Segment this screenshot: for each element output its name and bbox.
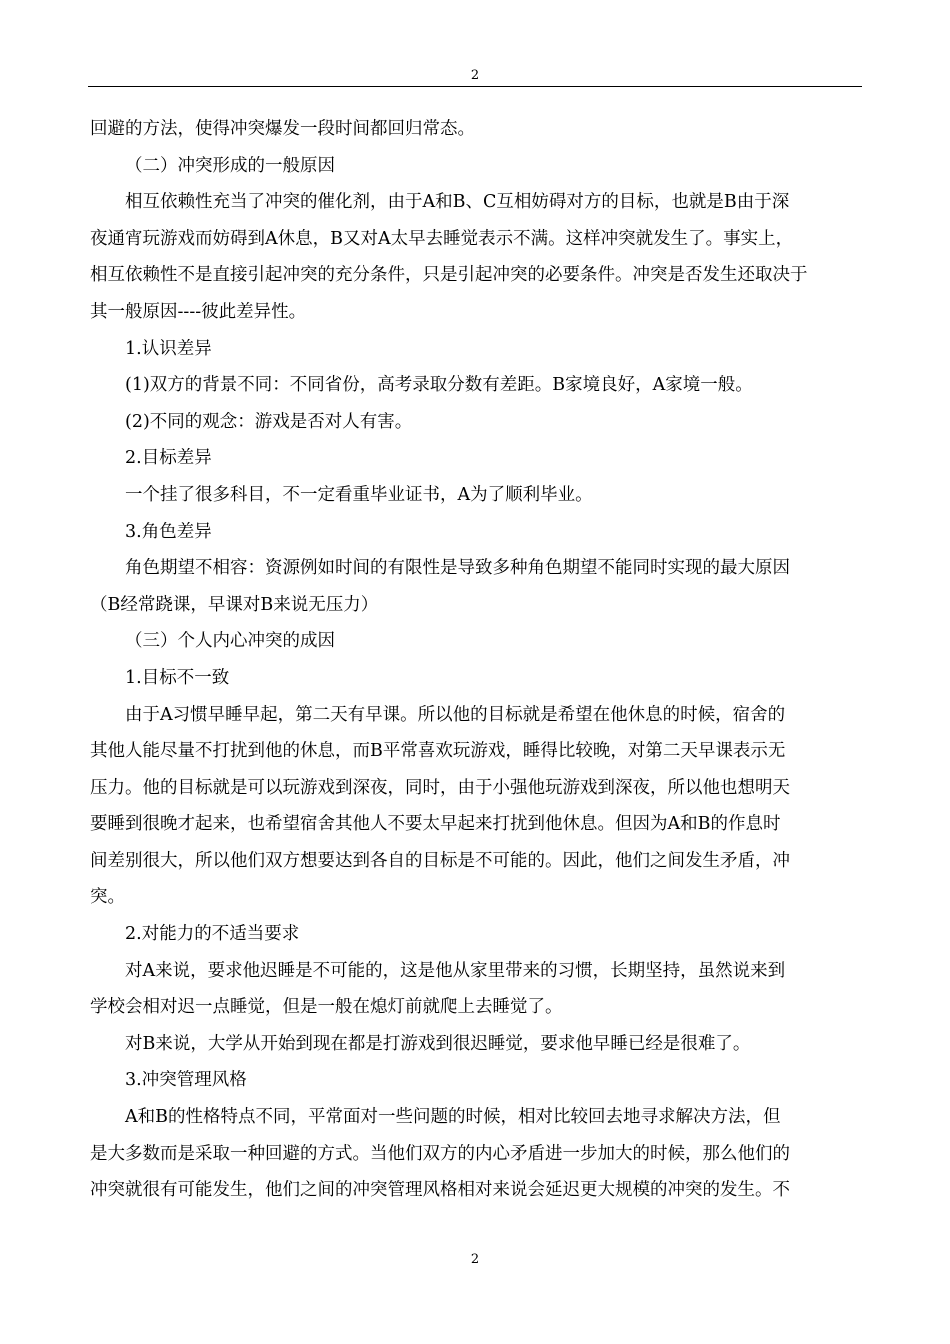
text-line: 一个挂了很多科目，不一定看重毕业证书，A为了顺利毕业。 (125, 484, 593, 505)
text-line: 要睡到很晚才起来，也希望宿舍其他人不要太早起来打扰到他休息。但因为A和B的作息时 (90, 814, 781, 835)
text-line: 学校会相对迟一点睡觉，但是一般在熄灯前就爬上去睡觉了。 (90, 997, 563, 1018)
footer-page-number: 2 (470, 1252, 480, 1267)
text-line: 由于A习惯早睡早起，第二天有早课。所以他的目标就是希望在他休息的时候，宿舍的 (125, 704, 786, 725)
text-line: 1.认识差异 (125, 338, 212, 359)
text-line: （二）冲突形成的一般原因 (125, 155, 335, 176)
text-line: 相互依赖性充当了冲突的催化剂，由于A和B、C互相妨碍对方的目标，也就是B由于深 (125, 192, 790, 213)
text-line: 2.目标差异 (125, 448, 212, 469)
text-line: 压力。他的目标就是可以玩游戏到深夜，同时，由于小强他玩游戏到深夜，所以他也想明天 (90, 777, 790, 798)
header-page-number: 2 (470, 68, 480, 83)
text-line: 2.对能力的不适当要求 (125, 924, 300, 945)
text-line: 对B来说，大学从开始到现在都是打游戏到很迟睡觉，要求他早睡已经是很难了。 (125, 1033, 751, 1054)
text-line: 间差别很大，所以他们双方想要达到各自的目标是不可能的。因此，他们之间发生矛盾，冲 (90, 850, 790, 871)
text-line: 夜通宵玩游戏而妨碍到A休息，B又对A太早去睡觉表示不满。这样冲突就发生了。事实上， (90, 228, 794, 249)
text-line: (2)不同的观念：游戏是否对人有害。 (125, 411, 413, 432)
text-line: （三）个人内心冲突的成因 (125, 631, 335, 652)
text-line: (1)双方的背景不同：不同省份，高考录取分数有差距。B家境良好，A家境一般。 (125, 375, 753, 396)
text-line: 冲突就很有可能发生，他们之间的冲突管理风格相对来说会延迟更大规模的冲突的发生。不 (90, 1180, 790, 1201)
text-line: 回避的方法，使得冲突爆发一段时间都回归常态。 (90, 119, 475, 139)
text-line: A和B的性格特点不同，平常面对一些问题的时候，相对比较回去地寻求解决方法，但 (125, 1107, 781, 1128)
text-line: 3.角色差异 (125, 521, 212, 542)
header-rule (88, 86, 862, 87)
text-line: 其他人能尽量不打扰到他的休息，而B平常喜欢玩游戏，睡得比较晚，对第二天早课表示无 (90, 741, 786, 762)
text-line: 3.冲突管理风格 (125, 1070, 247, 1091)
text-line: 其一般原因----彼此差异性。 (90, 301, 307, 322)
text-line: 1.目标不一致 (125, 667, 230, 688)
text-line: 突。 (90, 887, 125, 908)
document-body (90, 111, 860, 1209)
text-line: 角色期望不相容：资源例如时间的有限性是导致多种角色期望不能同时实现的最大原因 (125, 558, 790, 579)
text-line: 是大多数而是采取一种回避的方式。当他们双方的内心矛盾进一步加大的时候，那么他们的 (90, 1143, 790, 1164)
text-line: 对A来说，要求他迟睡是不可能的，这是他从家里带来的习惯，长期坚持，虽然说来到 (125, 960, 786, 981)
text-line: 相互依赖性不是直接引起冲突的充分条件，只是引起冲突的必要条件。冲突是否发生还取决于 (90, 265, 808, 286)
text-line: （B经常跷课，早课对B来说无压力） (90, 594, 379, 615)
